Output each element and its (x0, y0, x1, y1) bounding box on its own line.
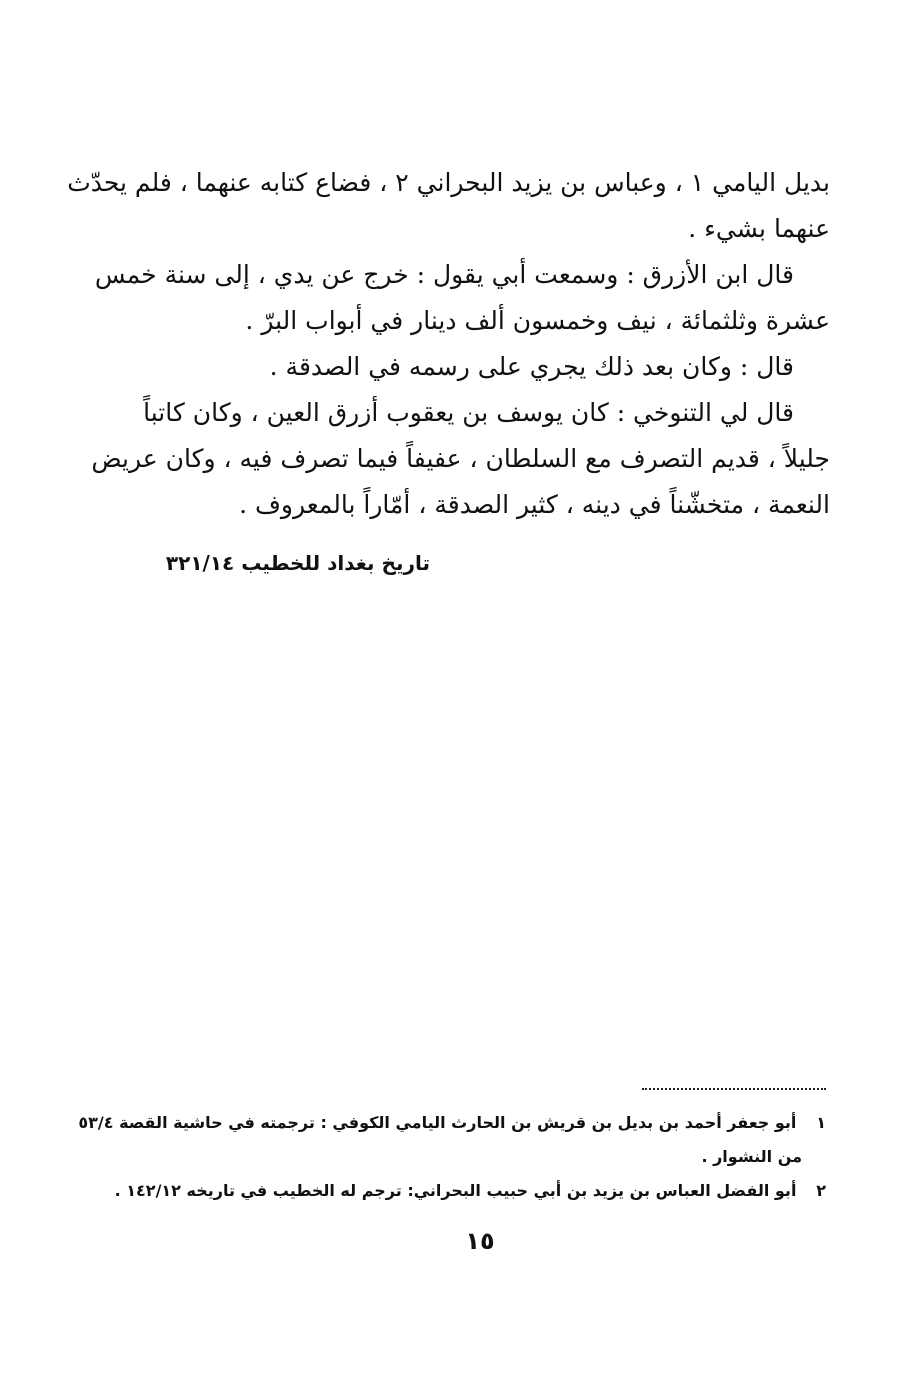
text-line-1: بديل اليامي ١ ، وعباس بن يزيد البحراني ٢ ، فضاع كتابه عنهما ، فلم يحدّث (67, 168, 830, 197)
footnote-1 (78, 1106, 826, 1140)
footnote-1-continuation: من النشوار . (701, 1147, 802, 1166)
page-number: ١٥ (465, 1227, 495, 1255)
source-citation: تاريخ بغداد للخطيب ٣٢١/١٤ (165, 551, 430, 575)
text-line-6: قال لي التنوخي : كان يوسف بن يعقوب أزرق العين ، وكان كاتباً (143, 398, 794, 427)
footnote-2 (114, 1174, 826, 1208)
footnote-text: أبو جعفر أحمد بن بديل بن قريش بن الحارث اليامي الكوفي : ترجمته في حاشية القصة ٥٣/٤ (78, 1113, 797, 1132)
text-line-5: قال : وكان بعد ذلك يجري على رسمه في الصدقة . (269, 352, 794, 381)
footnote-number: ١ (816, 1113, 826, 1132)
footnotes (78, 1106, 826, 1208)
text-line-4: عشرة وثلثمائة ، نيف وخمسون ألف دينار في أبواب البرّ . (245, 306, 830, 335)
footnote-text: أبو الفضل العباس بن يزيد بن أبي حبيب البحراني: ترجم له الخطيب في تاريخه ١٤٢/١٢ . (114, 1181, 797, 1200)
footnote-divider (642, 1088, 826, 1090)
text-line-3: قال ابن الأزرق : وسمعت أبي يقول : خرج عن يدي ، إلى سنة خمس (94, 260, 794, 289)
text-line-8: النعمة ، متخشّناً في دينه ، كثير الصدقة ، أمّاراً بالمعروف . (239, 490, 830, 519)
text-line-2: عنهما بشيء . (688, 214, 830, 243)
main-text (67, 160, 830, 528)
text-line-7: جليلاً ، قديم التصرف مع السلطان ، عفيفاً فيما تصرف فيه ، وكان عريض (91, 444, 830, 473)
footnote-number: ٢ (816, 1181, 826, 1200)
